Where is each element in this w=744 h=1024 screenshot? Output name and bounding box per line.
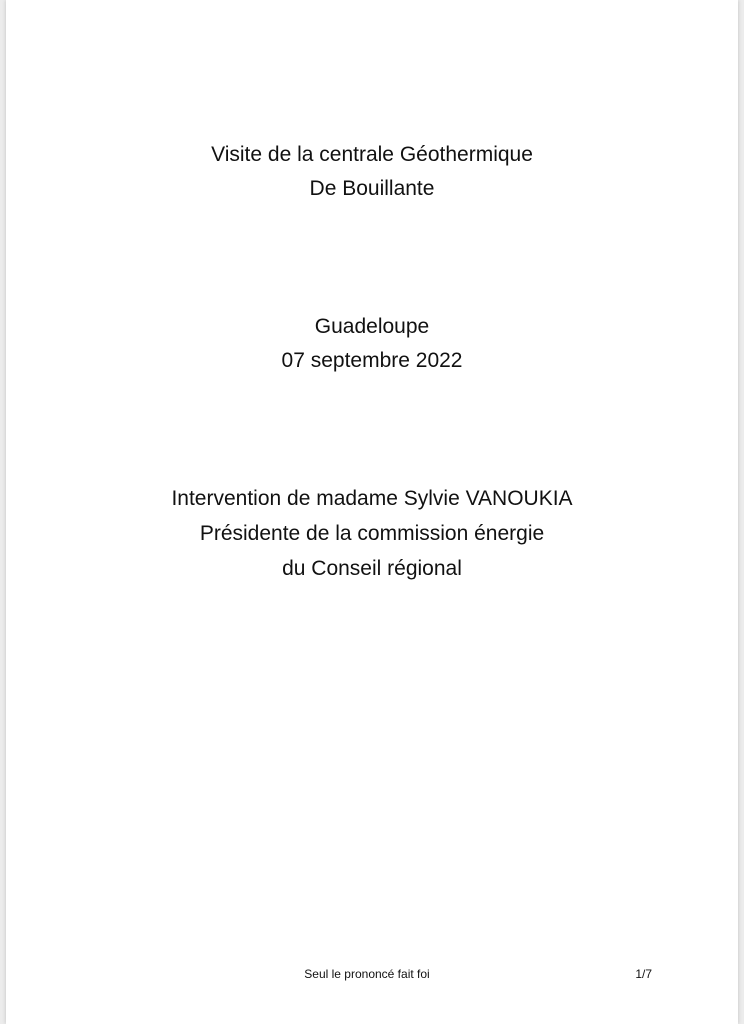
- document-page: [6, 0, 738, 1024]
- title-line-2: De Bouillante: [309, 177, 435, 200]
- place-text: Guadeloupe: [314, 315, 430, 338]
- footer-note: Seul le prononcé fait foi: [304, 967, 430, 981]
- page-number: 1/7: [635, 967, 652, 981]
- date-text: 07 septembre 2022: [281, 349, 463, 372]
- speaker-line-2: Présidente de la commission énergie: [199, 522, 545, 545]
- speaker-line-3: du Conseil régional: [282, 557, 462, 580]
- speaker-line-1: Intervention de madame Sylvie VANOUKIA: [171, 487, 573, 510]
- title-line-1: Visite de la centrale Géothermique: [211, 143, 533, 166]
